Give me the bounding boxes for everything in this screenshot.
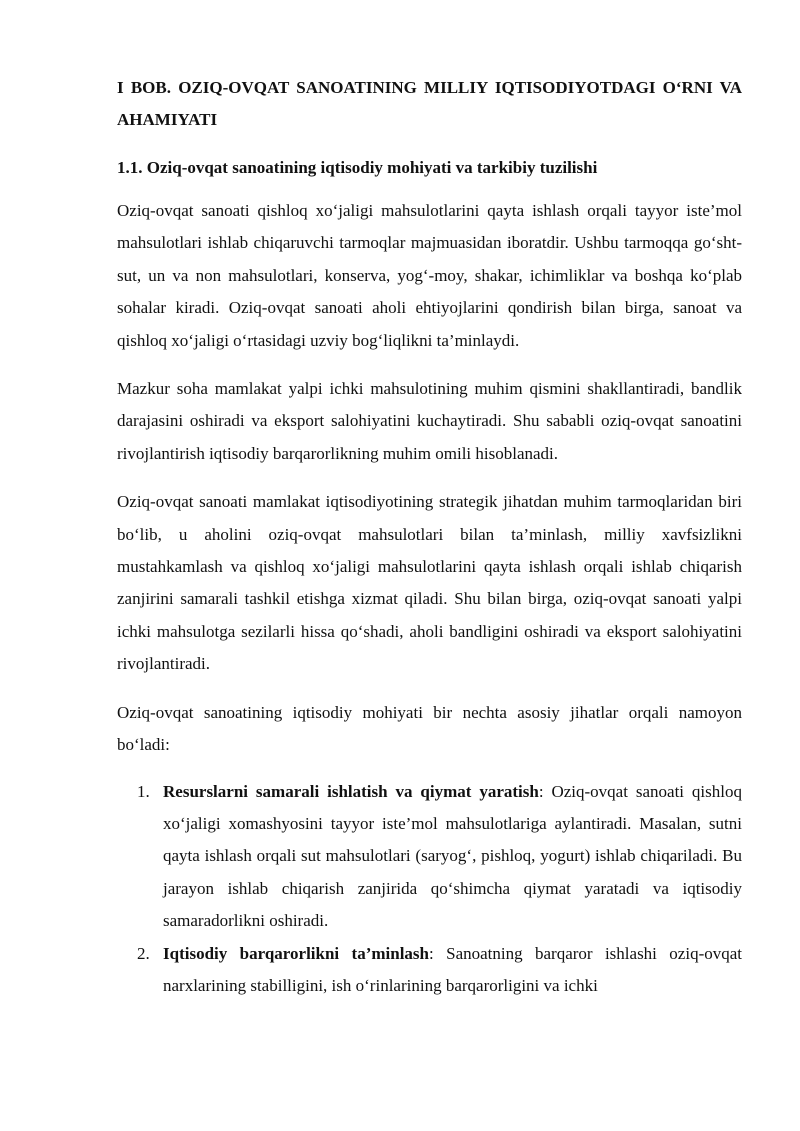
list-item-text: : Sanoatning barqaror ishlashi oziq-ovqat narxlarining stabilligini, ish o‘rinlarining barqarorligini va ichki bbox=[163, 943, 742, 995]
list-item-number: 1. bbox=[137, 781, 150, 801]
list-item-number: 2. bbox=[137, 943, 150, 963]
paragraph-1: Oziq-ovqat sanoati qishloq xo‘jaligi mahsulotlarini qayta ishlash orqali tayyor iste’mol mahsulotlari ishlab chiqaruvchi tarmoqlar majmuasidan iboratdir. Ushbu tarmoqqa go‘sht-sut, un va non mahsulotlari, konserva, yog‘-moy, shakar, ichimliklar va boshqa ko‘plab sohalar kiradi. Oziq-ovqat sanoati aholi ehtiyojlarini qondirish bilan birga, sanoat va qishloq xo‘jaligi o‘rtasidagi uzviy bog‘liqlikni ta’minlaydi. bbox=[117, 201, 742, 350]
list-item-text: : Oziq-ovqat sanoati qishloq xo‘jaligi xomashyosini tayyor iste’mol mahsulotlariga aylantiradi. Masalan, sutni qayta ishlash orqali sut mahsulotlari (saryog‘, pishloq, yogurt) ishlab chiqariladi. Bu jarayon ishlab chiqarish zanjirida qo‘shimcha qiymat yaratadi va iqtisodiy samaradorlikni oshiradi. bbox=[163, 781, 742, 931]
paragraph-4: Oziq-ovqat sanoatining iqtisodiy mohiyati bir nechta asosiy jihatlar orqali namoyon bo‘ladi: bbox=[117, 702, 742, 755]
numbered-list bbox=[117, 776, 742, 1003]
paragraph-2: Mazkur soha mamlakat yalpi ichki mahsulotining muhim qismini shakllantiradi, bandlik darajasini oshiradi va eksport salohiyatini kuchaytiradi. Shu sababli oziq-ovqat sanoatini rivojlantirish iqtisodiy barqarorlikning muhim omili hisoblanadi. bbox=[117, 379, 742, 463]
paragraph-3: Oziq-ovqat sanoati mamlakat iqtisodiyotining strategik jihatdan muhim tarmoqlaridan biri bo‘lib, u aholini oziq-ovqat mahsulotlari bilan ta’minlash, milliy xavfsizlikni mustahkamlash va qishloq xo‘jaligi mahsulotlarini qayta ishlash orqali ishlab chiqarish zanjirini samarali tashkil etishga xizmat qiladi. Shu bilan birga, oziq-ovqat sanoati yalpi ichki mahsulotga sezilarli hissa qo‘shadi, aholi bandligini oshiradi va eksport salohiyatini rivojlantiradi. bbox=[117, 492, 742, 674]
section-title: 1.1. Oziq-ovqat sanoatining iqtisodiy mohiyati va tarkibiy tuzilishi bbox=[117, 158, 598, 177]
list-item-term: Resurslarni samarali ishlatish va qiymat yaratish bbox=[163, 781, 539, 801]
list-item bbox=[117, 938, 742, 1003]
list-item-term: Iqtisodiy barqarorlikni ta’minlash bbox=[163, 943, 429, 963]
chapter-title: I BOB. OZIQ-OVQAT SANOATINING MILLIY IQTISODIYOTDAGI O‘RNI VA AHAMIYATI bbox=[117, 78, 742, 129]
document-page bbox=[117, 0, 742, 1002]
list-item bbox=[117, 776, 742, 938]
